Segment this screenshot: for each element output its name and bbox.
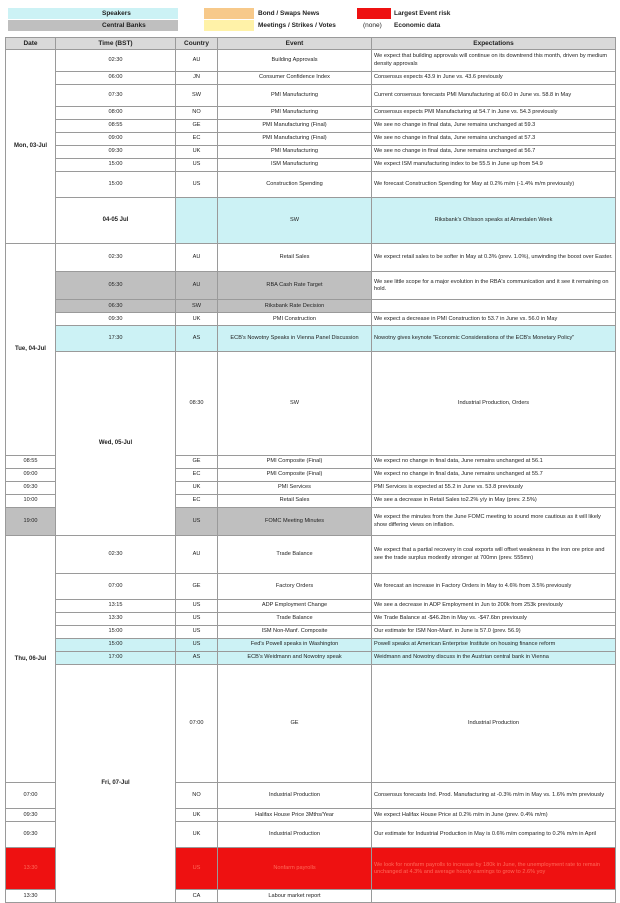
table-row bbox=[6, 120, 616, 133]
header-time: Time (BST) bbox=[56, 38, 176, 50]
time-cell: 13:30 bbox=[56, 613, 176, 626]
expectation-cell: Consensus expects PMI Manufacturing at 54.7 in June vs. 54.3 previously bbox=[372, 107, 616, 120]
legend-bond-swaps: Bond / Swaps News bbox=[258, 10, 320, 17]
time-cell: 06:00 bbox=[56, 72, 176, 85]
country-cell: US bbox=[176, 600, 218, 613]
table-row bbox=[6, 613, 616, 626]
country-cell: US bbox=[176, 639, 218, 652]
legend-meetings: Meetings / Strikes / Votes bbox=[258, 22, 336, 29]
event-cell: PMI Manufacturing bbox=[218, 85, 372, 107]
header-event: Event bbox=[218, 38, 372, 50]
event-cell: Labour market report bbox=[218, 890, 372, 903]
country-cell: SW bbox=[176, 85, 218, 107]
expectation-cell: Our estimate for Industrial Production in May is 0.6% m/m comparing to 0.2% m/m in April bbox=[372, 822, 616, 848]
time-cell: 09:30 bbox=[56, 146, 176, 159]
event-cell: Consumer Confidence Index bbox=[218, 72, 372, 85]
country-cell: US bbox=[176, 508, 218, 536]
table-row bbox=[6, 146, 616, 159]
time-cell: 17:00 bbox=[56, 652, 176, 665]
time-cell: 08:30 bbox=[176, 352, 218, 456]
time-cell: 09:30 bbox=[56, 313, 176, 326]
country-cell: GE bbox=[176, 120, 218, 133]
time-cell: 13:15 bbox=[56, 600, 176, 613]
expectation-cell: Consensus forecasts Ind. Prod. Manufacturing at -0.3% m/m in May vs. 1.6% m/m previously bbox=[372, 783, 616, 809]
event-cell: PMI Services bbox=[218, 482, 372, 495]
event-cell: ISM Manufacturing bbox=[218, 159, 372, 172]
time-cell: 08:55 bbox=[6, 456, 56, 469]
event-cell: ADP Employment Change bbox=[218, 600, 372, 613]
country-cell: AU bbox=[176, 536, 218, 574]
table-row bbox=[6, 272, 616, 300]
table-row bbox=[6, 300, 616, 313]
date-cell: 04-05 Jul bbox=[56, 198, 176, 244]
meetings-swatch bbox=[204, 20, 254, 31]
expectation-cell: We expect the minutes from the June FOMC meeting to sound more cautious as it will likely show differing views on inflation. bbox=[372, 508, 616, 536]
time-cell: 07:00 bbox=[56, 574, 176, 600]
time-cell: 02:30 bbox=[56, 244, 176, 272]
event-cell: PMI Manufacturing (Final) bbox=[218, 133, 372, 146]
event-cell: PMI Construction bbox=[218, 313, 372, 326]
country-cell: GE bbox=[176, 574, 218, 600]
table-row bbox=[6, 536, 616, 574]
expectation-cell: We see a decrease in Retail Sales to2.2% y/y in May (prev. 2.5%) bbox=[372, 495, 616, 508]
expectation-cell: Our estimate for ISM Non-Manf. in June is 57.0 (prev. 56.9) bbox=[372, 626, 616, 639]
event-cell: Construction Spending bbox=[218, 172, 372, 198]
table-row bbox=[6, 352, 616, 456]
country-cell: AU bbox=[176, 50, 218, 72]
expectation-cell: We expect a decrease in PMI Construction to 53.7 in June vs. 56.0 in May bbox=[372, 313, 616, 326]
event-cell: ECB's Nowotny Speaks in Vienna Panel Discussion bbox=[218, 326, 372, 352]
country-cell: AU bbox=[176, 244, 218, 272]
country-cell: UK bbox=[176, 146, 218, 159]
expectation-cell: We see little scope for a major evolution in the RBA's communication and it see it remaining on hold. bbox=[372, 272, 616, 300]
country-cell: AS bbox=[176, 652, 218, 665]
time-cell: 15:00 bbox=[56, 159, 176, 172]
table-header bbox=[6, 38, 616, 50]
time-cell: 15:00 bbox=[56, 639, 176, 652]
time-cell: 13:30 bbox=[6, 848, 56, 890]
time-cell: 07:00 bbox=[6, 783, 56, 809]
country-cell: EC bbox=[176, 133, 218, 146]
time-cell: 06:30 bbox=[56, 300, 176, 313]
event-cell: PMI Composite (Final) bbox=[218, 469, 372, 482]
table-row bbox=[6, 50, 616, 72]
event-cell: PMI Composite (Final) bbox=[218, 456, 372, 469]
country-cell: SW bbox=[218, 198, 372, 244]
time-cell: 05:30 bbox=[56, 272, 176, 300]
country-cell: US bbox=[176, 626, 218, 639]
time-cell: 19:00 bbox=[6, 508, 56, 536]
expectation-cell: We expect no change in final data, June remains unchanged at 55.7 bbox=[372, 469, 616, 482]
time-cell: 02:30 bbox=[56, 50, 176, 72]
date-cell: Wed, 05-Jul bbox=[56, 352, 176, 536]
country-cell: US bbox=[176, 172, 218, 198]
time-cell: 15:00 bbox=[56, 172, 176, 198]
event-cell: PMI Manufacturing bbox=[218, 146, 372, 159]
event-cell: Building Approvals bbox=[218, 50, 372, 72]
country-cell: JN bbox=[176, 72, 218, 85]
expectation-cell: Consensus expects 43.9 in June vs. 43.6 previously bbox=[372, 72, 616, 85]
expectation-cell: We expect no change in final data, June remains unchanged at 56.1 bbox=[372, 456, 616, 469]
expectation-cell: We forecast an increase in Factory Orders in May to 4.6% from 3.5% previously bbox=[372, 574, 616, 600]
expectation-cell: We forecast Construction Spending for May at 0.2% m/m (-1.4% m/m previously) bbox=[372, 172, 616, 198]
legend-largest-risk: Largest Event risk bbox=[394, 10, 451, 17]
table-body bbox=[6, 50, 616, 903]
event-cell: Halifax House Price 3Mths/Year bbox=[218, 809, 372, 822]
expectation-cell: We see no change in final data, June remains unchanged at 59.3 bbox=[372, 120, 616, 133]
time-cell: 08:55 bbox=[56, 120, 176, 133]
country-cell: UK bbox=[176, 822, 218, 848]
expectation-cell: Nowotny gives keynote "Economic Considerations of the ECB's Monetary Policy" bbox=[372, 326, 616, 352]
country-cell: CA bbox=[176, 890, 218, 903]
event-cell: RBA Cash Rate Target bbox=[218, 272, 372, 300]
event-cell: Trade Balance bbox=[218, 613, 372, 626]
event-cell: PMI Manufacturing bbox=[218, 107, 372, 120]
expectation-cell: We expect that building approvals will continue on its downtrend this month, driven by medium density approvals bbox=[372, 50, 616, 72]
bond-swaps-swatch bbox=[204, 8, 254, 19]
header-date: Date bbox=[6, 38, 56, 50]
header-country: Country bbox=[176, 38, 218, 50]
table-row bbox=[6, 600, 616, 613]
expectation-cell: We see no change in final data, June remains unchanged at 56.7 bbox=[372, 146, 616, 159]
expectation-cell: We expect retail sales to be softer in May at 0.3% (prev. 1.0%), unwinding the boost over Easter. bbox=[372, 244, 616, 272]
event-cell: Factory Orders bbox=[218, 574, 372, 600]
expectation-cell: We expect Halifax House Price at 0.2% m/m in June (prev. 0.4% m/m) bbox=[372, 809, 616, 822]
table-row bbox=[6, 172, 616, 198]
country-cell: GE bbox=[176, 456, 218, 469]
date-cell: Fri, 07-Jul bbox=[56, 665, 176, 903]
largest-risk-swatch bbox=[357, 8, 391, 19]
time-cell: 15:00 bbox=[56, 626, 176, 639]
country-cell: SW bbox=[218, 352, 372, 456]
legend-economic-data: Economic data bbox=[394, 22, 441, 29]
expectation-cell: Weidmann and Nowotny discuss in the Austrian central bank in Vienna bbox=[372, 652, 616, 665]
country-cell: UK bbox=[176, 313, 218, 326]
table-row bbox=[6, 85, 616, 107]
event-cell: FOMC Meeting Minutes bbox=[218, 508, 372, 536]
central-banks-swatch bbox=[8, 20, 178, 31]
speakers-swatch bbox=[8, 8, 178, 19]
time-cell: 07:00 bbox=[176, 665, 218, 783]
date-cell: Thu, 06-Jul bbox=[6, 536, 56, 783]
date-cell: Mon, 03-Jul bbox=[6, 50, 56, 244]
country-cell: EC bbox=[176, 495, 218, 508]
legend-none: (none) bbox=[363, 22, 382, 29]
time-cell: 10:00 bbox=[6, 495, 56, 508]
country-cell: US bbox=[176, 159, 218, 172]
event-cell: Industrial Production bbox=[218, 822, 372, 848]
header-expectations: Expectations bbox=[372, 38, 616, 50]
table-row bbox=[6, 574, 616, 600]
country-cell: SW bbox=[176, 300, 218, 313]
expectation-cell bbox=[372, 300, 616, 313]
table-row bbox=[6, 133, 616, 146]
expectation-cell: Current consensus forecasts PMI Manufacturing at 60.0 in June vs. 58.8 in May bbox=[372, 85, 616, 107]
table-row bbox=[6, 639, 616, 652]
table-row bbox=[6, 107, 616, 120]
expectation-cell: We look for nonfarm payrolls to increase by 180k in June, the unemployment rate to remain unchanged at 4.3% and average hourly earnings to grow to 2.6% yoy bbox=[372, 848, 616, 890]
event-cell: Fed's Powell speaks in Washington bbox=[218, 639, 372, 652]
event-cell: Nonfarm payrolls bbox=[218, 848, 372, 890]
event-cell: ECB's Weidmann and Nowotny speak bbox=[218, 652, 372, 665]
expectation-cell: We Trade Balance at -$46.2bn in May vs. -$47.6bn previously bbox=[372, 613, 616, 626]
expectation-cell: We expect that a partial recovery in coal exports will offset weakness in the iron ore price and see the trade surplus modestly stronger at 700mn (prev. 555mn) bbox=[372, 536, 616, 574]
event-cell: PMI Manufacturing (Final) bbox=[218, 120, 372, 133]
country-cell: UK bbox=[176, 809, 218, 822]
time-cell: 13:30 bbox=[6, 890, 56, 903]
country-cell: US bbox=[176, 848, 218, 890]
date-cell: Tue, 04-Jul bbox=[6, 244, 56, 456]
expectation-cell bbox=[372, 890, 616, 903]
event-cell: Industrial Production, Orders bbox=[372, 352, 616, 456]
country-cell: US bbox=[176, 613, 218, 626]
country-cell: AU bbox=[176, 272, 218, 300]
table-row bbox=[6, 159, 616, 172]
time-cell: 09:30 bbox=[6, 809, 56, 822]
event-cell: Trade Balance bbox=[218, 536, 372, 574]
time-cell: 08:00 bbox=[56, 107, 176, 120]
expectation-cell: We see no change in final data, June remains unchanged at 57.3 bbox=[372, 133, 616, 146]
event-cell: ISM Non-Manf. Composite bbox=[218, 626, 372, 639]
economic-calendar-table bbox=[5, 37, 616, 903]
table-row bbox=[6, 244, 616, 272]
time-cell: 09:30 bbox=[6, 482, 56, 495]
country-cell: GE bbox=[218, 665, 372, 783]
country-cell: EC bbox=[176, 469, 218, 482]
time-cell: 07:30 bbox=[56, 85, 176, 107]
country-cell: AS bbox=[176, 326, 218, 352]
table-row bbox=[6, 72, 616, 85]
country-cell: NO bbox=[176, 783, 218, 809]
time-cell: 09:00 bbox=[56, 133, 176, 146]
table-row bbox=[6, 326, 616, 352]
event-cell: Retail Sales bbox=[218, 495, 372, 508]
table-row bbox=[6, 198, 616, 244]
country-cell: UK bbox=[176, 482, 218, 495]
expectation-cell: PMI Services is expected at 55.2 in June vs. 53.8 previously bbox=[372, 482, 616, 495]
table-row bbox=[6, 652, 616, 665]
legend-central-banks: Central Banks bbox=[102, 22, 146, 29]
event-cell: Industrial Production bbox=[218, 783, 372, 809]
legend bbox=[0, 0, 620, 34]
table-row bbox=[6, 626, 616, 639]
country-cell: NO bbox=[176, 107, 218, 120]
expectation-cell: We expect ISM manufacturing index to be 55.5 in June up from 54.9 bbox=[372, 159, 616, 172]
legend-speakers: Speakers bbox=[102, 10, 131, 17]
time-cell: 09:30 bbox=[6, 822, 56, 848]
expectation-cell: We see a decrease in ADP Employment in Jun to 200k from 253k previously bbox=[372, 600, 616, 613]
time-cell: 09:00 bbox=[6, 469, 56, 482]
event-cell: Retail Sales bbox=[218, 244, 372, 272]
expectation-cell: Powell speaks at American Enterprise Institute on housing finance reform bbox=[372, 639, 616, 652]
event-cell: Industrial Production bbox=[372, 665, 616, 783]
event-cell: Riksbank Rate Decision bbox=[218, 300, 372, 313]
time-cell: 17:30 bbox=[56, 326, 176, 352]
time-cell: 02:30 bbox=[56, 536, 176, 574]
table-row bbox=[6, 313, 616, 326]
table-row bbox=[6, 665, 616, 783]
time-cell bbox=[176, 198, 218, 244]
event-cell: Riksbank's Ohlsson speaks at Almedalen Week bbox=[372, 198, 616, 244]
